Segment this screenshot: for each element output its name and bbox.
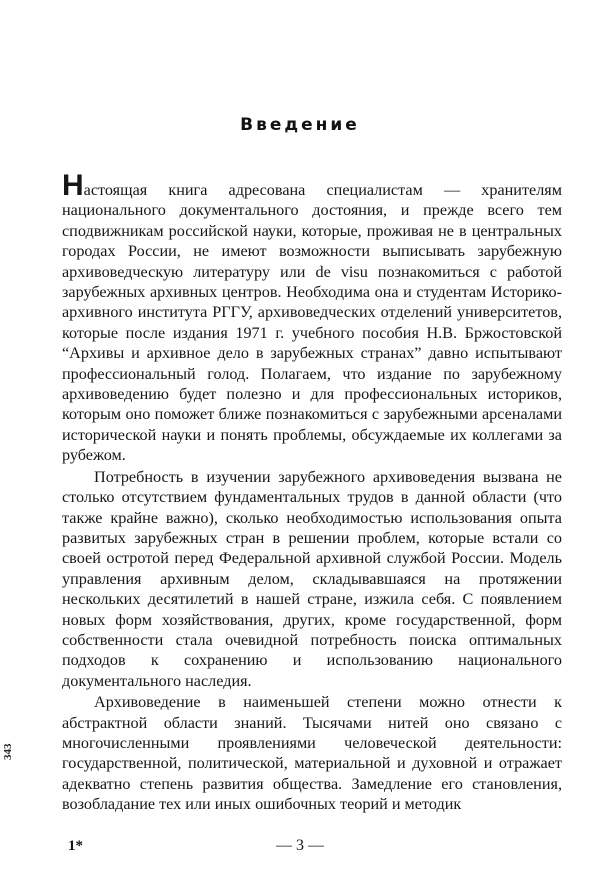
- paragraph-1-text: астоящая книга адресована специалистам — хранителям национального документального достояния, и прежде всего тем сподвижникам российской науки, которые, проживая не в центральных городах России, не имеют возможности выписывать зарубежную архивоведческую литературу или de visu познакомиться с работой зарубежных архивных центров. Необходима она и студентам Историко-архивного института РГГУ, архивоведческих отделений университетов, которые после издания 1971 г. учебного пособия Н.В. Бржостовской “Архивы и архивное дело в зарубежных странах” давно испытывают профессиональный голод. Полагаем, что издание по зарубежному архивоведению будет полезно и для профессиональных историков, которым оно поможет ближе познакомиться с зарубежными арсеналами исторической науки и понять проблемы, обсуждаемые их коллегами за рубежом.: [62, 181, 562, 465]
- paragraph-3: Архивоведение в наименьшей степени можно отнести к абстрактной области знаний. Тысячами нитей оно связано с многочисленными проявлениями человеческой деятельности: государственной, политической, материальной и духовной и отражает адекватно степень развития общества. Замедление его становления, возобладание тех или иных ошибочных теорий и методик: [62, 693, 562, 814]
- body-text: [62, 169, 562, 815]
- margin-stamp: 343: [2, 743, 14, 760]
- paragraph-2: Потребность в изучении зарубежного архивоведения вызвана не столько отсутствием фундаментальных трудов в данной области (что также крайне важно), сколько необходимостью использования опыта развитых зарубежных стран в решении проблем, которые встали со своей остротой перед Федеральной архивной службой России. Модель управления архивным делом, складывавшаяся на протяжении нескольких десятилетий в нашей стране, изжила себя. С появлением новых форм хозяйствования, других, кроме государственной, форм собственности стала очевидной потребность поиска оптимальных подходов к сохранению и использованию национального документального наследия.: [62, 467, 562, 690]
- signature-mark: 1*: [68, 838, 83, 854]
- page-number: — 3 —: [276, 837, 324, 854]
- paragraph-1: [62, 169, 562, 466]
- dropcap-letter: Н: [62, 169, 84, 202]
- chapter-title: Введение: [240, 115, 360, 135]
